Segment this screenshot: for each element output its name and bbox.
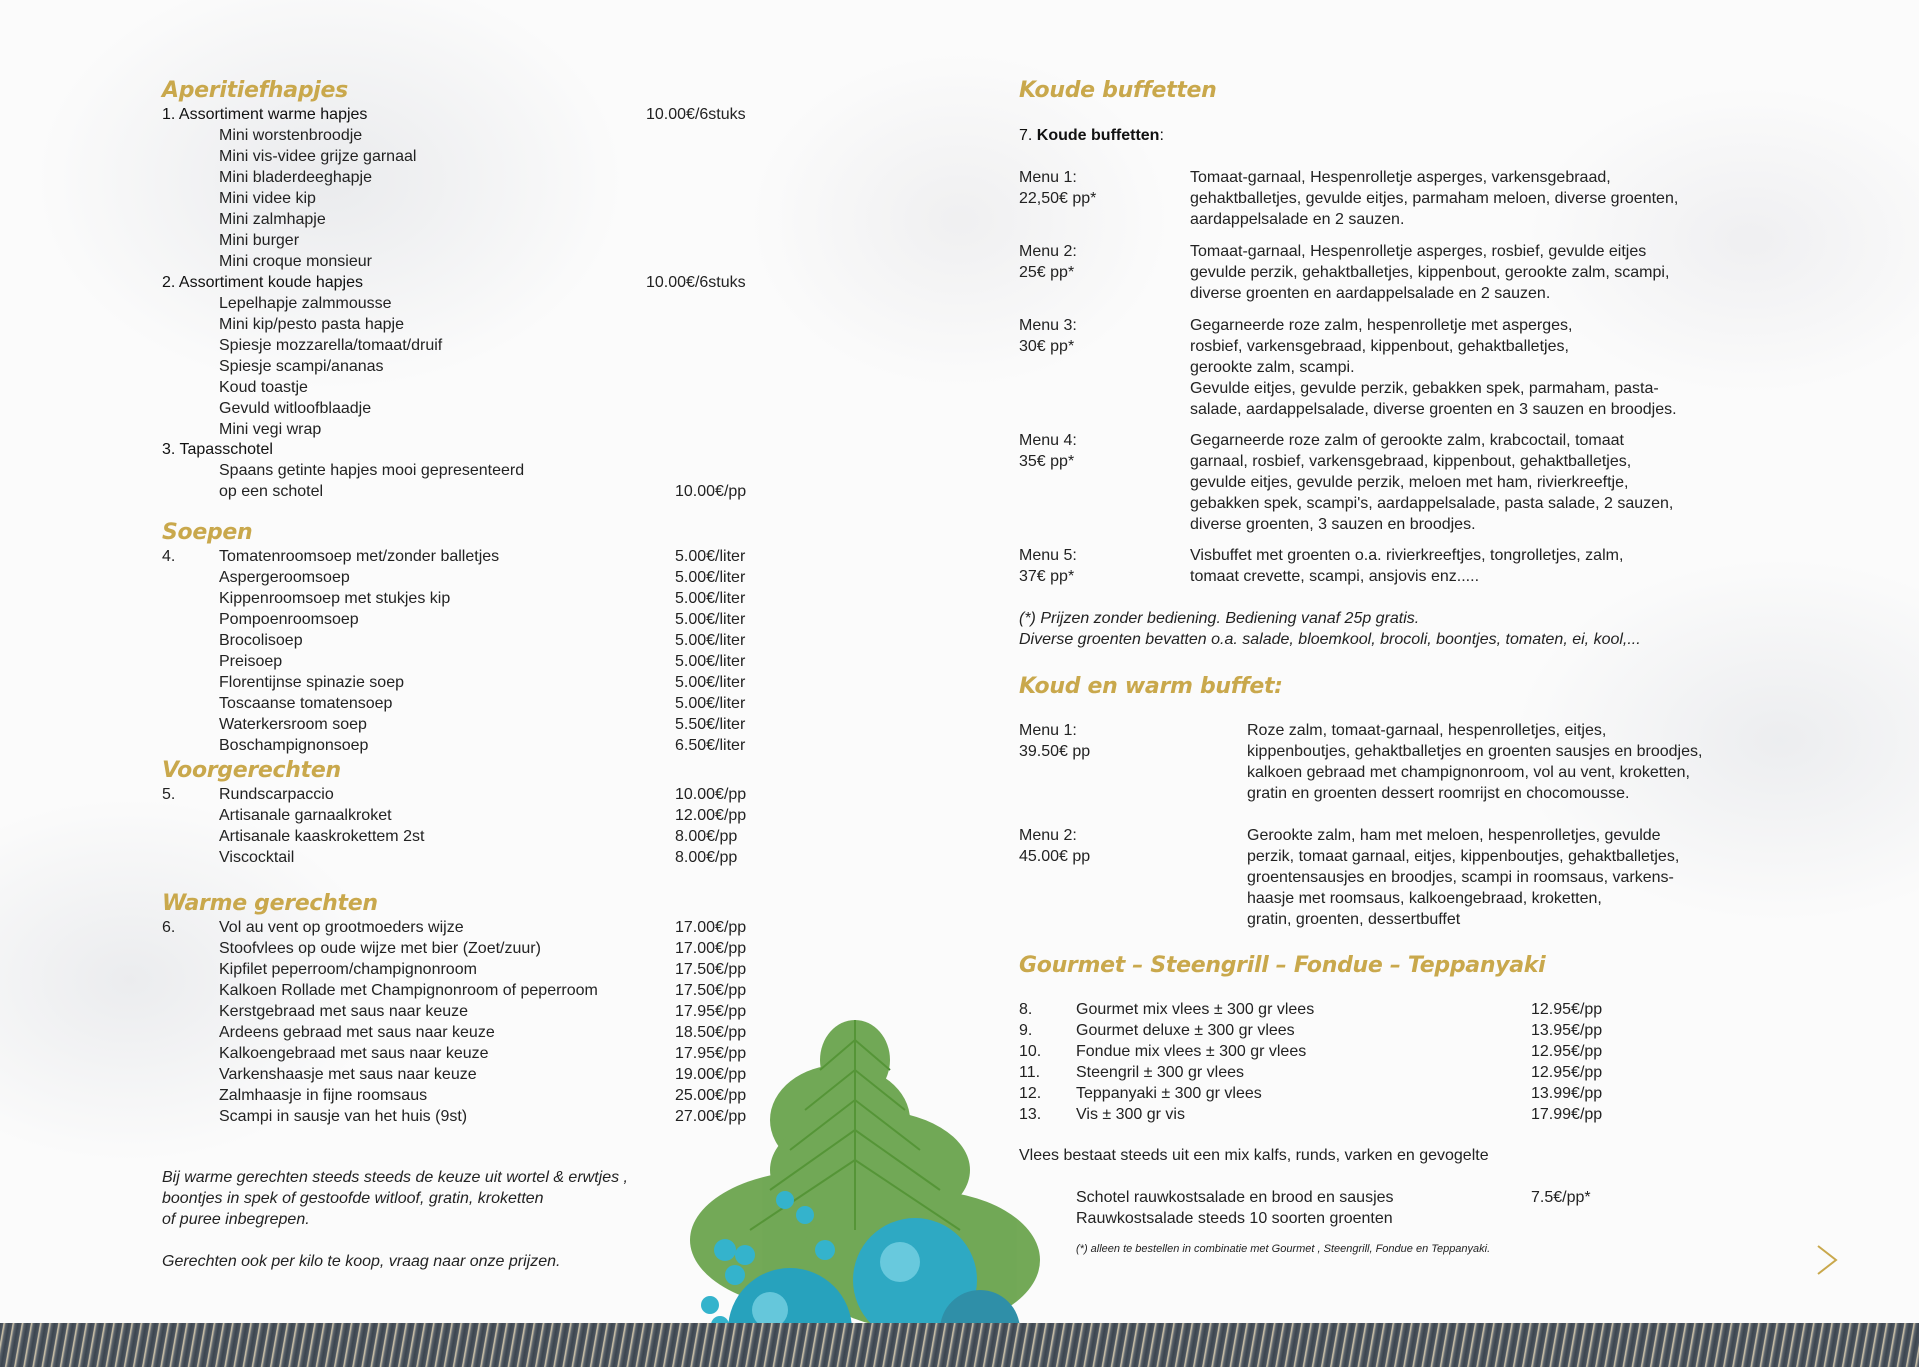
kilo-note: Gerechten ook per kilo te koop, vraag naar onze prijzen. [162,1253,561,1270]
menu-desc-line: Tomaat-garnaal, Hespenrolletje asperges, rosbief, gevulde eitjes [1190,243,1647,260]
menu-item-number: 12. [1019,1085,1042,1102]
menu-item-price: 12.95€/pp [1531,1001,1603,1018]
section-title-koud-warm: Koud en warm buffet: [1019,674,1283,699]
menu-price: 22,50€ pp* [1019,190,1097,207]
section-title-soepen: Soepen [162,520,253,545]
menu-item-price: 19.00€/pp [675,1066,747,1083]
tapas-desc-1: Spaans getinte hapjes mooi gepresenteerd [219,462,525,479]
menu-item-price: 17.00€/pp [675,940,747,957]
menu-item-price: 8.00€/pp [675,828,738,845]
vlees-note: Vlees bestaat steeds uit een mix kalfs, runds, varken en gevogelte [1019,1147,1489,1164]
menu-price: 35€ pp* [1019,453,1075,470]
menu-item-name: Waterkersroom soep [219,716,367,733]
schotel-price: 7.5€/pp* [1531,1189,1591,1206]
menu-desc-line: Gegarneerde roze zalm, hespenrolletje met asperges, [1190,317,1573,334]
list-item: Mini burger [219,232,300,249]
menu-item-price: 5.00€/liter [675,548,746,565]
menu-price: 45.00€ pp [1019,848,1091,865]
menu-desc-line: Tomaat-garnaal, Hespenrolletje asperges, varkensgebraad, [1190,169,1611,186]
menu-item-price: 17.95€/pp [675,1045,747,1062]
menu-item-name: Gourmet deluxe ± 300 gr vlees [1076,1022,1295,1039]
menu-item-number: 9. [1019,1022,1033,1039]
list-item: Gevuld witloofblaadje [219,400,372,417]
list-item: Mini croque monsieur [219,253,372,270]
list-item: Mini worstenbroodje [219,127,363,144]
menu-item-name: Aspergeroomsoep [219,569,350,586]
menu-item-name: Vis ± 300 gr vis [1076,1106,1185,1123]
menu-item-name: Tomatenroomsoep met/zonder balletjes [219,548,500,565]
price-koude-hapjes: 10.00€/6stuks [646,274,746,291]
menu-desc-line: kalkoen gebraad met champignonroom, vol au vent, kroketten, [1247,764,1690,781]
menu-item-name: Boschampignonsoep [219,737,369,754]
list-item: Koud toastje [219,379,308,396]
menu-desc-line: groentensausjes en broodjes, scampi in roomsaus, varkens- [1247,869,1674,886]
list-item: Mini zalmhapje [219,211,326,228]
section-title-gourmet: Gourmet – Steengrill – Fondue – Teppanyaki [1019,953,1546,978]
list-item: Spiesje mozzarella/tomaat/druif [219,337,443,354]
warme-note-2: boontjes in spek of gestoofde witloof, gratin, kroketten [162,1190,544,1207]
menu-item-name: Kalkoen Rollade met Champignonroom of peperroom [219,982,598,999]
koude-note-1: (*) Prijzen zonder bediening. Bediening vanaf 25p gratis. [1019,610,1420,627]
menu-item-price: 13.95€/pp [1531,1022,1603,1039]
koude-number: 7. [1019,127,1033,144]
warme-number: 6. [162,919,176,936]
menu-item-name: Kalkoengebraad met saus naar keuze [219,1045,489,1062]
menu-desc-line: kippenboutjes, gehaktballetjes en groenten sausjes en broodjes, [1247,743,1703,760]
menu-label: Menu 2: [1019,827,1077,844]
menu-desc-line: Visbuffet met groenten o.a. rivierkreeftjes, tongrolletjes, zalm, [1190,547,1624,564]
menu-item-price: 17.00€/pp [675,919,747,936]
menu-item-price: 6.50€/liter [675,737,746,754]
menu-item-price: 5.50€/liter [675,716,746,733]
warme-note-3: of puree inbegrepen. [162,1211,310,1228]
menu-item-name: Kippenroomsoep met stukjes kip [219,590,451,607]
item-warm-hapjes: 1. Assortiment warme hapjes [162,106,368,123]
warme-note-1: Bij warme gerechten steeds steeds de keuze uit wortel & erwtjes , [162,1169,628,1186]
section-title-warme: Warme gerechten [162,891,378,916]
menu-item-name: Teppanyaki ± 300 gr vlees [1076,1085,1262,1102]
item-tapasschotel: 3. Tapasschotel [162,441,273,458]
menu-item-price: 17.50€/pp [675,961,747,978]
menu-desc-line: perzik, tomaat garnaal, eitjes, kippenboutjes, gehaktballetjes, [1247,848,1680,865]
menu-item-price: 5.00€/liter [675,674,746,691]
menu-desc-line: gebakken spek, scampi's, aardappelsalade, pasta salade, 2 sauzen, [1190,495,1674,512]
menu-label: Menu 1: [1019,722,1077,739]
soepen-number: 4. [162,548,176,565]
menu-item-price: 17.50€/pp [675,982,747,999]
menu-item-name: Brocolisoep [219,632,303,649]
list-item: Lepelhapje zalmmousse [219,295,392,312]
list-item: Mini kip/pesto pasta hapje [219,316,404,333]
list-item: Spiesje scampi/ananas [219,358,384,375]
menu-item-name: Rundscarpaccio [219,786,334,803]
price-warm-hapjes: 10.00€/6stuks [646,106,746,123]
menu-item-name: Steengril ± 300 gr vlees [1076,1064,1244,1081]
menu-desc-line: rosbief, varkensgebraad, kippenbout, gehaktballetjes, [1190,338,1569,355]
menu-item-price: 5.00€/liter [675,611,746,628]
koude-note-2: Diverse groenten bevatten o.a. salade, bloemkool, brocoli, boontjes, tomaten, ei, kool,... [1019,631,1641,648]
menu-desc-line: Gevulde eitjes, gevulde perzik, gebakken spek, parmaham, pasta- [1190,380,1659,397]
section-title-voorgerechten: Voorgerechten [162,758,341,783]
menu-item-price: 5.00€/liter [675,632,746,649]
menu-item-price: 5.00€/liter [675,569,746,586]
menu-item-name: Scampi in sausje van het huis (9st) [219,1108,468,1125]
menu-desc-line: diverse groenten, 3 sauzen en broodjes. [1190,516,1476,533]
menu-item-name: Vol au vent op grootmoeders wijze [219,919,464,936]
menu-price: 25€ pp* [1019,264,1075,281]
menu-item-price: 17.99€/pp [1531,1106,1603,1123]
menu-item-price: 17.95€/pp [675,1003,747,1020]
menu-item-name: Preisoep [219,653,283,670]
rauwkost-item: Rauwkostsalade steeds 10 soorten groenten [1076,1210,1393,1227]
bottom-border [0,1323,1919,1367]
item-koude-hapjes: 2. Assortiment koude hapjes [162,274,364,291]
menu-label: Menu 4: [1019,432,1077,449]
menu-price: 37€ pp* [1019,568,1075,585]
menu-price: 39.50€ pp [1019,743,1091,760]
menu-label: Menu 3: [1019,317,1077,334]
menu-desc-line: gerookte zalm, scampi. [1190,359,1355,376]
menu-item-number: 8. [1019,1001,1033,1018]
menu-item-price: 8.00€/pp [675,849,738,866]
menu-desc-line: Roze zalm, tomaat-garnaal, hespenrolletjes, eitjes, [1247,722,1607,739]
menu-desc-line: gevulde perzik, gehaktballetjes, kippenbout, gerookte zalm, scampi, [1190,264,1670,281]
menu-price: 30€ pp* [1019,338,1075,355]
menu-desc-line: haasje met roomsaus, kalkoengebraad, kroketten, [1247,890,1602,907]
menu-item-name: Artisanale garnaalkroket [219,807,392,824]
menu-label: Menu 1: [1019,169,1077,186]
menu-item-name: Kerstgebraad met saus naar keuze [219,1003,469,1020]
menu-item-name: Pompoenroomsoep [219,611,359,628]
menu-item-price: 12.00€/pp [675,807,747,824]
menu-item-name: Viscocktail [219,849,295,866]
menu-desc-line: Gerookte zalm, ham met meloen, hespenrolletjes, gevulde [1247,827,1661,844]
section-title-koude-buffetten: Koude buffetten [1019,78,1217,103]
menu-desc-line: gehaktballetjes, gevulde eitjes, parmaham meloen, diverse groenten, [1190,190,1679,207]
menu-desc-line: gevulde eitjes, gevulde perzik, meloen met ham, rivierkreeftje, [1190,474,1629,491]
menu-desc-line: aardappelsalade en 2 sauzen. [1190,211,1405,228]
menu-item-name: Ardeens gebraad met saus naar keuze [219,1024,495,1041]
menu-item-name: Stoofvlees op oude wijze met bier (Zoet/zuur) [219,940,541,957]
list-item: Mini bladerdeeghapje [219,169,372,186]
menu-item-price: 27.00€/pp [675,1108,747,1125]
menu-item-price: 18.50€/pp [675,1024,747,1041]
menu-desc-line: diverse groenten en aardappelsalade en 2 sauzen. [1190,285,1551,302]
section-title-aperitief: Aperitiefhapjes [162,78,348,103]
menu-item-name: Artisanale kaaskrokettem 2st [219,828,425,845]
koude-subtitle: Koude buffetten [1036,127,1160,144]
menu-item-number: 11. [1019,1064,1041,1081]
menu-item-name: Toscaanse tomatensoep [219,695,393,712]
menu-item-price: 5.00€/liter [675,590,746,607]
koude-buffetten-subtitle [1019,125,1164,146]
menu-label: Menu 2: [1019,243,1077,260]
next-page-arrow-icon[interactable] [1812,1240,1842,1280]
price-tapas: 10.00€/pp [675,483,747,500]
menu-desc-line: garnaal, rosbief, varkensgebraad, kippenbout, gehaktballetjes, [1190,453,1632,470]
gourmet-small-note: (*) alleen te bestellen in combinatie met Gourmet , Steengrill, Fondue en Teppanyaki. [1076,1243,1491,1255]
koude-subtitle-colon: : [1159,127,1164,144]
menu-item-name: Zalmhaasje in fijne roomsaus [219,1087,428,1104]
list-item: Mini vegi wrap [219,421,322,438]
voorgerechten-number: 5. [162,786,176,803]
menu-item-price: 12.95€/pp [1531,1043,1603,1060]
menu-item-name: Kipfilet peperroom/champignonroom [219,961,477,978]
menu-item-number: 10. [1019,1043,1042,1060]
schotel-item: Schotel rauwkostsalade en brood en sausjes [1076,1189,1394,1206]
menu-desc-line: Gegarneerde roze zalm of gerookte zalm, krabcoctail, tomaat [1190,432,1624,449]
menu-item-name: Fondue mix vlees ± 300 gr vlees [1076,1043,1307,1060]
list-item: Mini videe kip [219,190,316,207]
menu-item-number: 13. [1019,1106,1042,1123]
menu-label: Menu 5: [1019,547,1077,564]
menu-item-price: 12.95€/pp [1531,1064,1603,1081]
menu-item-name: Florentijnse spinazie soep [219,674,404,691]
menu-desc-line: salade, aardappelsalade, diverse groenten en 3 sauzen en broodjes. [1190,401,1677,418]
menu-item-price: 25.00€/pp [675,1087,747,1104]
menu-item-price: 5.00€/liter [675,653,746,670]
menu-item-price: 13.99€/pp [1531,1085,1603,1102]
menu-desc-line: gratin, groenten, dessertbuffet [1247,911,1461,928]
menu-item-price: 5.00€/liter [675,695,746,712]
list-item: Mini vis-videe grijze garnaal [219,148,417,165]
tapas-desc-2: op een schotel [219,483,324,500]
menu-item-price: 10.00€/pp [675,786,747,803]
menu-item-name: Varkenshaasje met saus naar keuze [219,1066,477,1083]
menu-item-name: Gourmet mix vlees ± 300 gr vlees [1076,1001,1315,1018]
menu-desc-line: tomaat crevette, scampi, ansjovis enz..... [1190,568,1480,585]
menu-desc-line: gratin en groenten dessert roomrijst en chocomousse. [1247,785,1630,802]
